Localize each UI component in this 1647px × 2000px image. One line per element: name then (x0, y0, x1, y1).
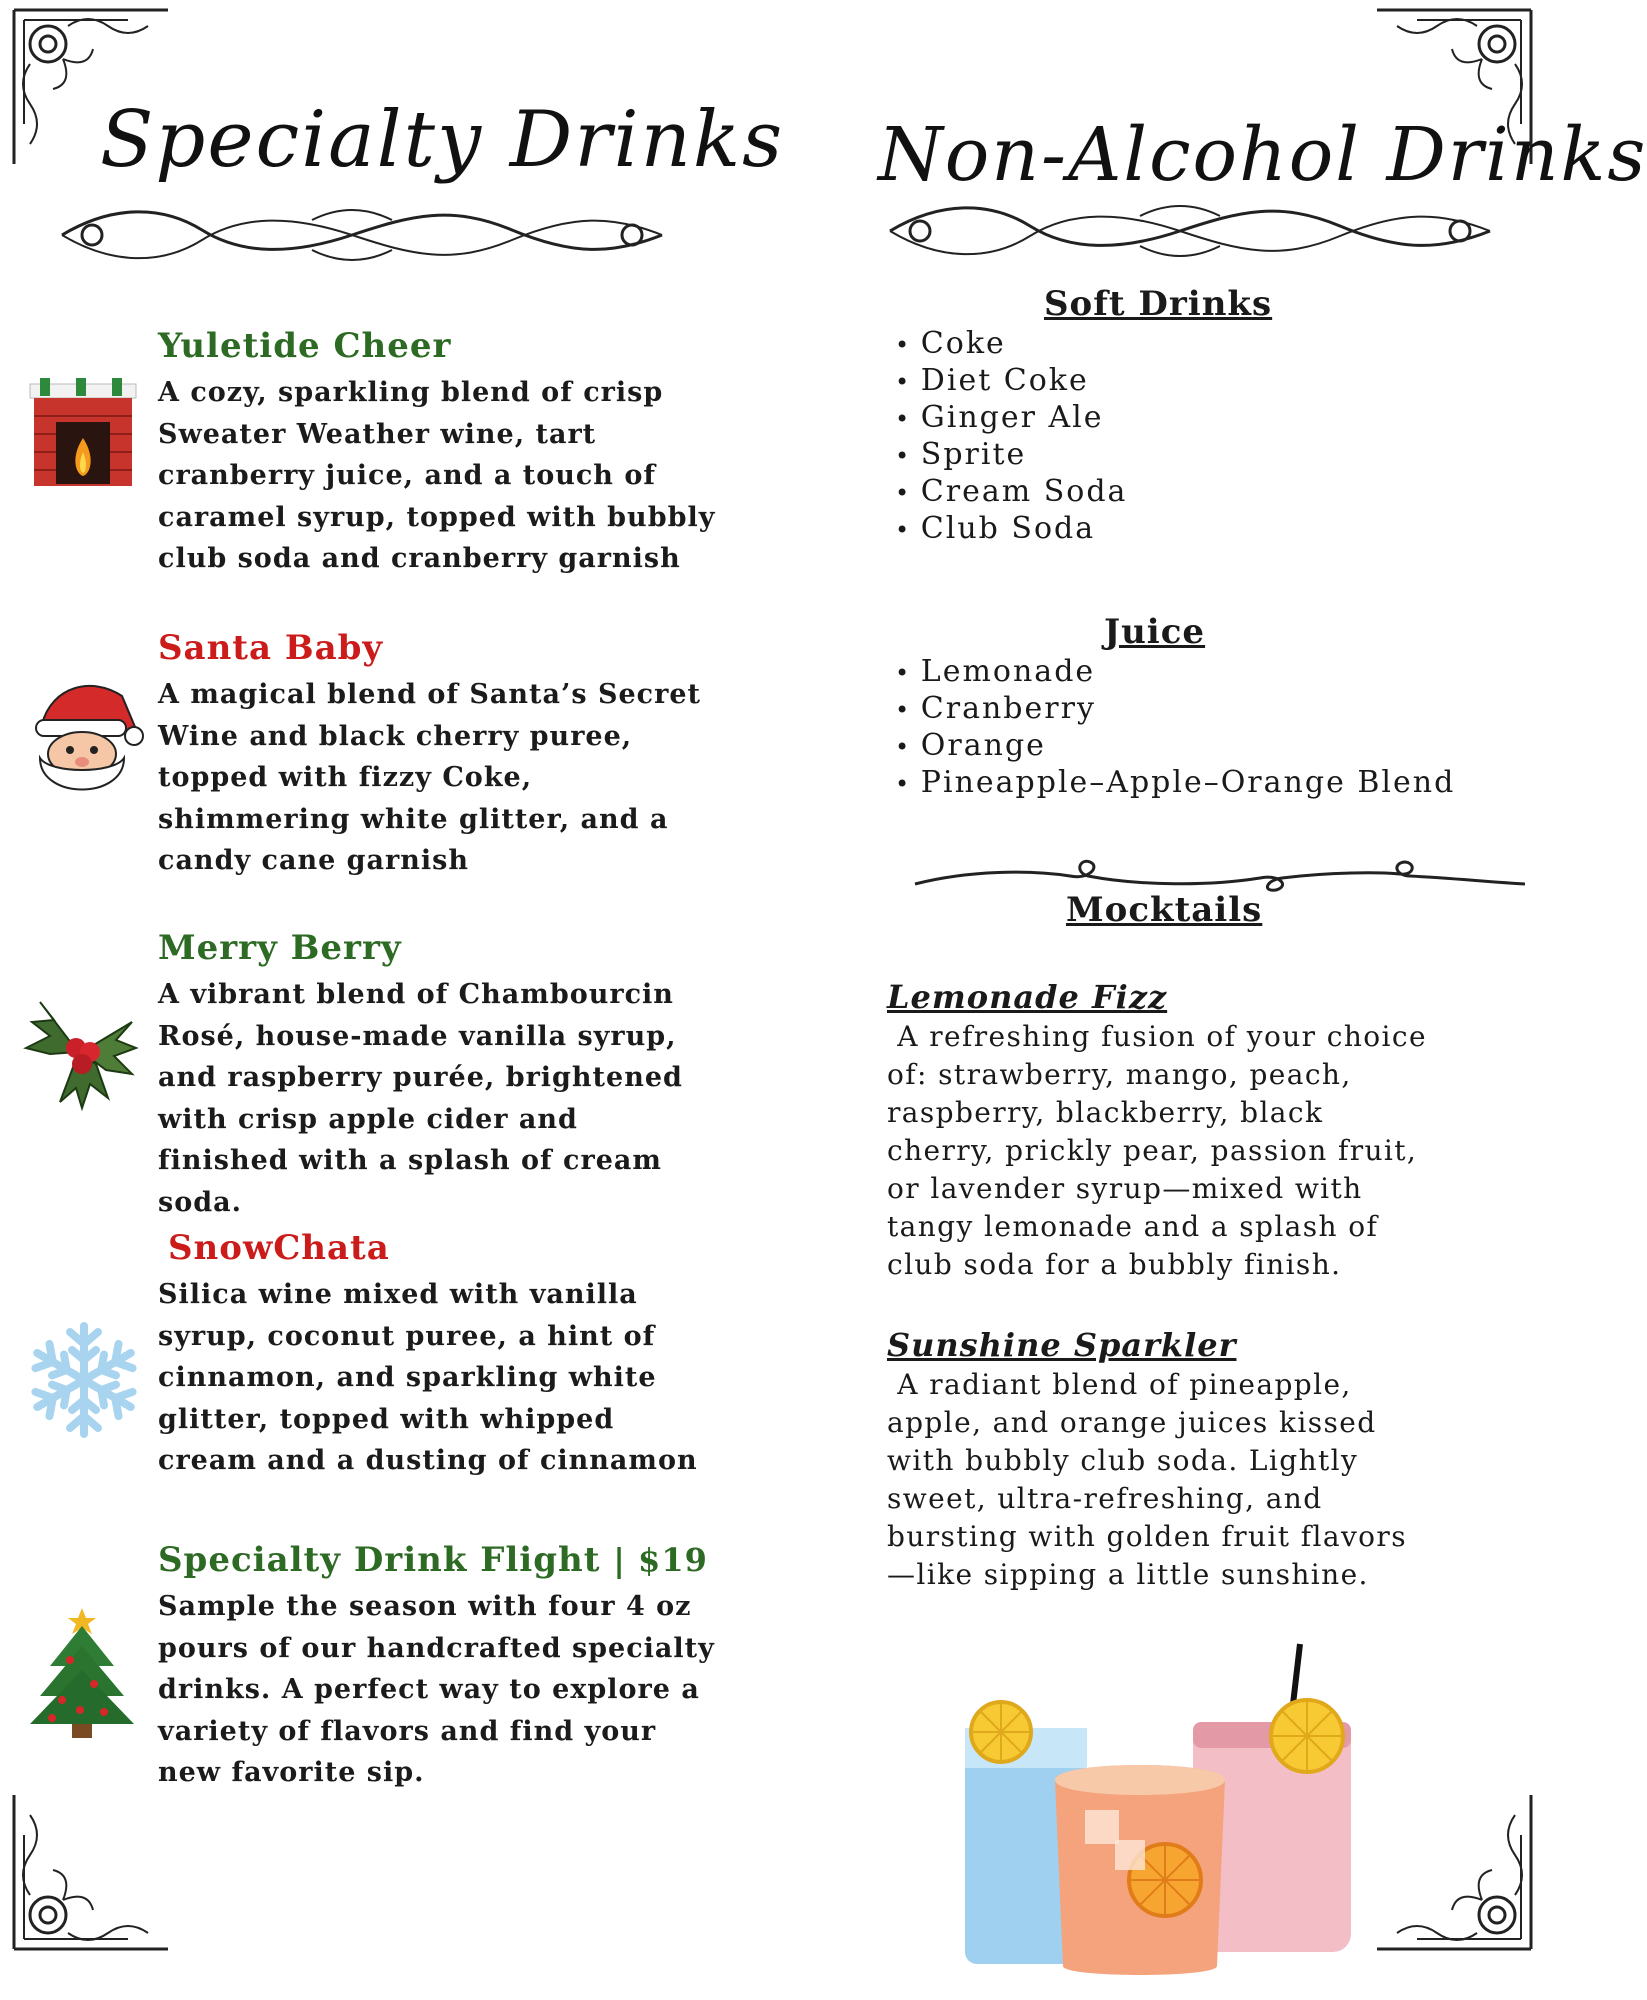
santa-icon (22, 676, 144, 806)
mocktail-desc-line: sweet, ultra-refreshing, and (887, 1482, 1323, 1515)
mocktail-desc-line: with bubbly club soda. Lightly (887, 1444, 1359, 1477)
mocktail-item-lemonade-fizz (887, 978, 1447, 1284)
list-item: • Ginger Ale (895, 400, 1127, 437)
list-item: • Diet Coke (895, 363, 1127, 400)
christmas-tree-icon (22, 1600, 142, 1742)
mocktail-desc-line: or lavender syrup—mixed with (887, 1172, 1363, 1205)
mocktail-item-sunshine-sparkler (887, 1326, 1447, 1594)
list-item: • Cream Soda (895, 474, 1127, 511)
mocktail-desc-line: raspberry, blackberry, black (887, 1096, 1324, 1129)
drink-description: A cozy, sparkling blend of crisp Sweater Weather wine, tart cranberry juice, and a touch of caramel syrup, topped with bubbly club soda and cranberry garnish (158, 377, 716, 574)
specialty-drinks-title: Specialty Drinks (100, 95, 785, 185)
mocktail-desc-line: of: strawberry, mango, peach, (887, 1058, 1352, 1091)
mocktail-desc-line: A refreshing fusion of your choice (887, 1020, 1427, 1053)
drink-flight-price: | $19 (613, 1541, 708, 1579)
drink-item-santa-baby (158, 628, 718, 882)
title-flourish-right (880, 196, 1500, 266)
non-alcohol-drinks-title: Non-Alcohol Drinks (878, 112, 1647, 198)
list-item: • Cranberry (895, 691, 1455, 728)
soft-drinks-list (895, 326, 1127, 548)
drink-item-yuletide-cheer (158, 326, 718, 580)
snowflake-icon (26, 1318, 142, 1442)
drink-name: Yuletide Cheer (158, 326, 452, 366)
ornate-corner-bottom-left (8, 1785, 178, 1955)
drink-item-snowchata (158, 1228, 718, 1482)
drink-description: A vibrant blend of Chambourcin Rosé, house-made vanilla syrup, and raspberry purée, brightened with crisp apple cider and finished with a splash of cream soda. (158, 979, 683, 1218)
mocktail-desc-line: cherry, prickly pear, passion fruit, (887, 1134, 1418, 1167)
drink-name: SnowChata (168, 1228, 390, 1268)
juice-list (895, 654, 1455, 802)
mocktail-name: Lemonade Fizz (887, 978, 1168, 1016)
title-flourish-left (52, 200, 672, 270)
drink-name: Merry Berry (158, 928, 402, 968)
list-item: • Coke (895, 326, 1127, 363)
mocktail-desc-line: —like sipping a little sunshine. (887, 1558, 1369, 1591)
mocktail-name: Sunshine Sparkler (887, 1326, 1237, 1364)
mocktail-description (887, 1018, 1447, 1284)
mocktails-heading: Mocktails (1066, 890, 1263, 930)
drink-flight-name: Specialty Drink Flight (158, 1540, 601, 1580)
list-item: • Lemonade (895, 654, 1455, 691)
drink-item-specialty-flight (158, 1540, 718, 1794)
mocktail-description (887, 1366, 1447, 1594)
juice-heading: Juice (1104, 612, 1206, 652)
fireplace-icon (28, 378, 138, 490)
drink-description: Silica wine mixed with vanilla syrup, coconut puree, a hint of cinnamon, and sparkling white glitter, topped with whipped cream and a dusting of cinnamon (158, 1279, 698, 1476)
drink-description: Sample the season with four 4 oz pours of our handcrafted specialty drinks. A perfect way to explore a variety of flavors and find your new favorite sip. (158, 1591, 715, 1788)
list-item: • Sprite (895, 437, 1127, 474)
list-item: • Club Soda (895, 511, 1127, 548)
mocktail-glasses-illustration (955, 1640, 1365, 1980)
mocktail-desc-line: bursting with golden fruit flavors (887, 1520, 1407, 1553)
drink-name (158, 1540, 718, 1580)
drink-description: A magical blend of Santa’s Secret Wine and black cherry puree, topped with fizzy Coke, shimmering white glitter, and a candy cane garnish (158, 679, 701, 876)
drink-item-merry-berry (158, 928, 718, 1223)
ornate-corner-bottom-right (1367, 1785, 1537, 1955)
soft-drinks-heading: Soft Drinks (1044, 284, 1273, 324)
mocktail-desc-line: apple, and orange juices kissed (887, 1406, 1377, 1439)
mocktail-desc-line: club soda for a bubbly finish. (887, 1248, 1342, 1281)
list-item: • Orange (895, 728, 1455, 765)
list-item: • Pineapple–Apple–Orange Blend (895, 765, 1455, 802)
holly-icon (20, 992, 140, 1110)
drink-name: Santa Baby (158, 628, 384, 668)
mocktail-desc-line: A radiant blend of pineapple, (887, 1368, 1352, 1401)
mocktail-desc-line: tangy lemonade and a splash of (887, 1210, 1379, 1243)
